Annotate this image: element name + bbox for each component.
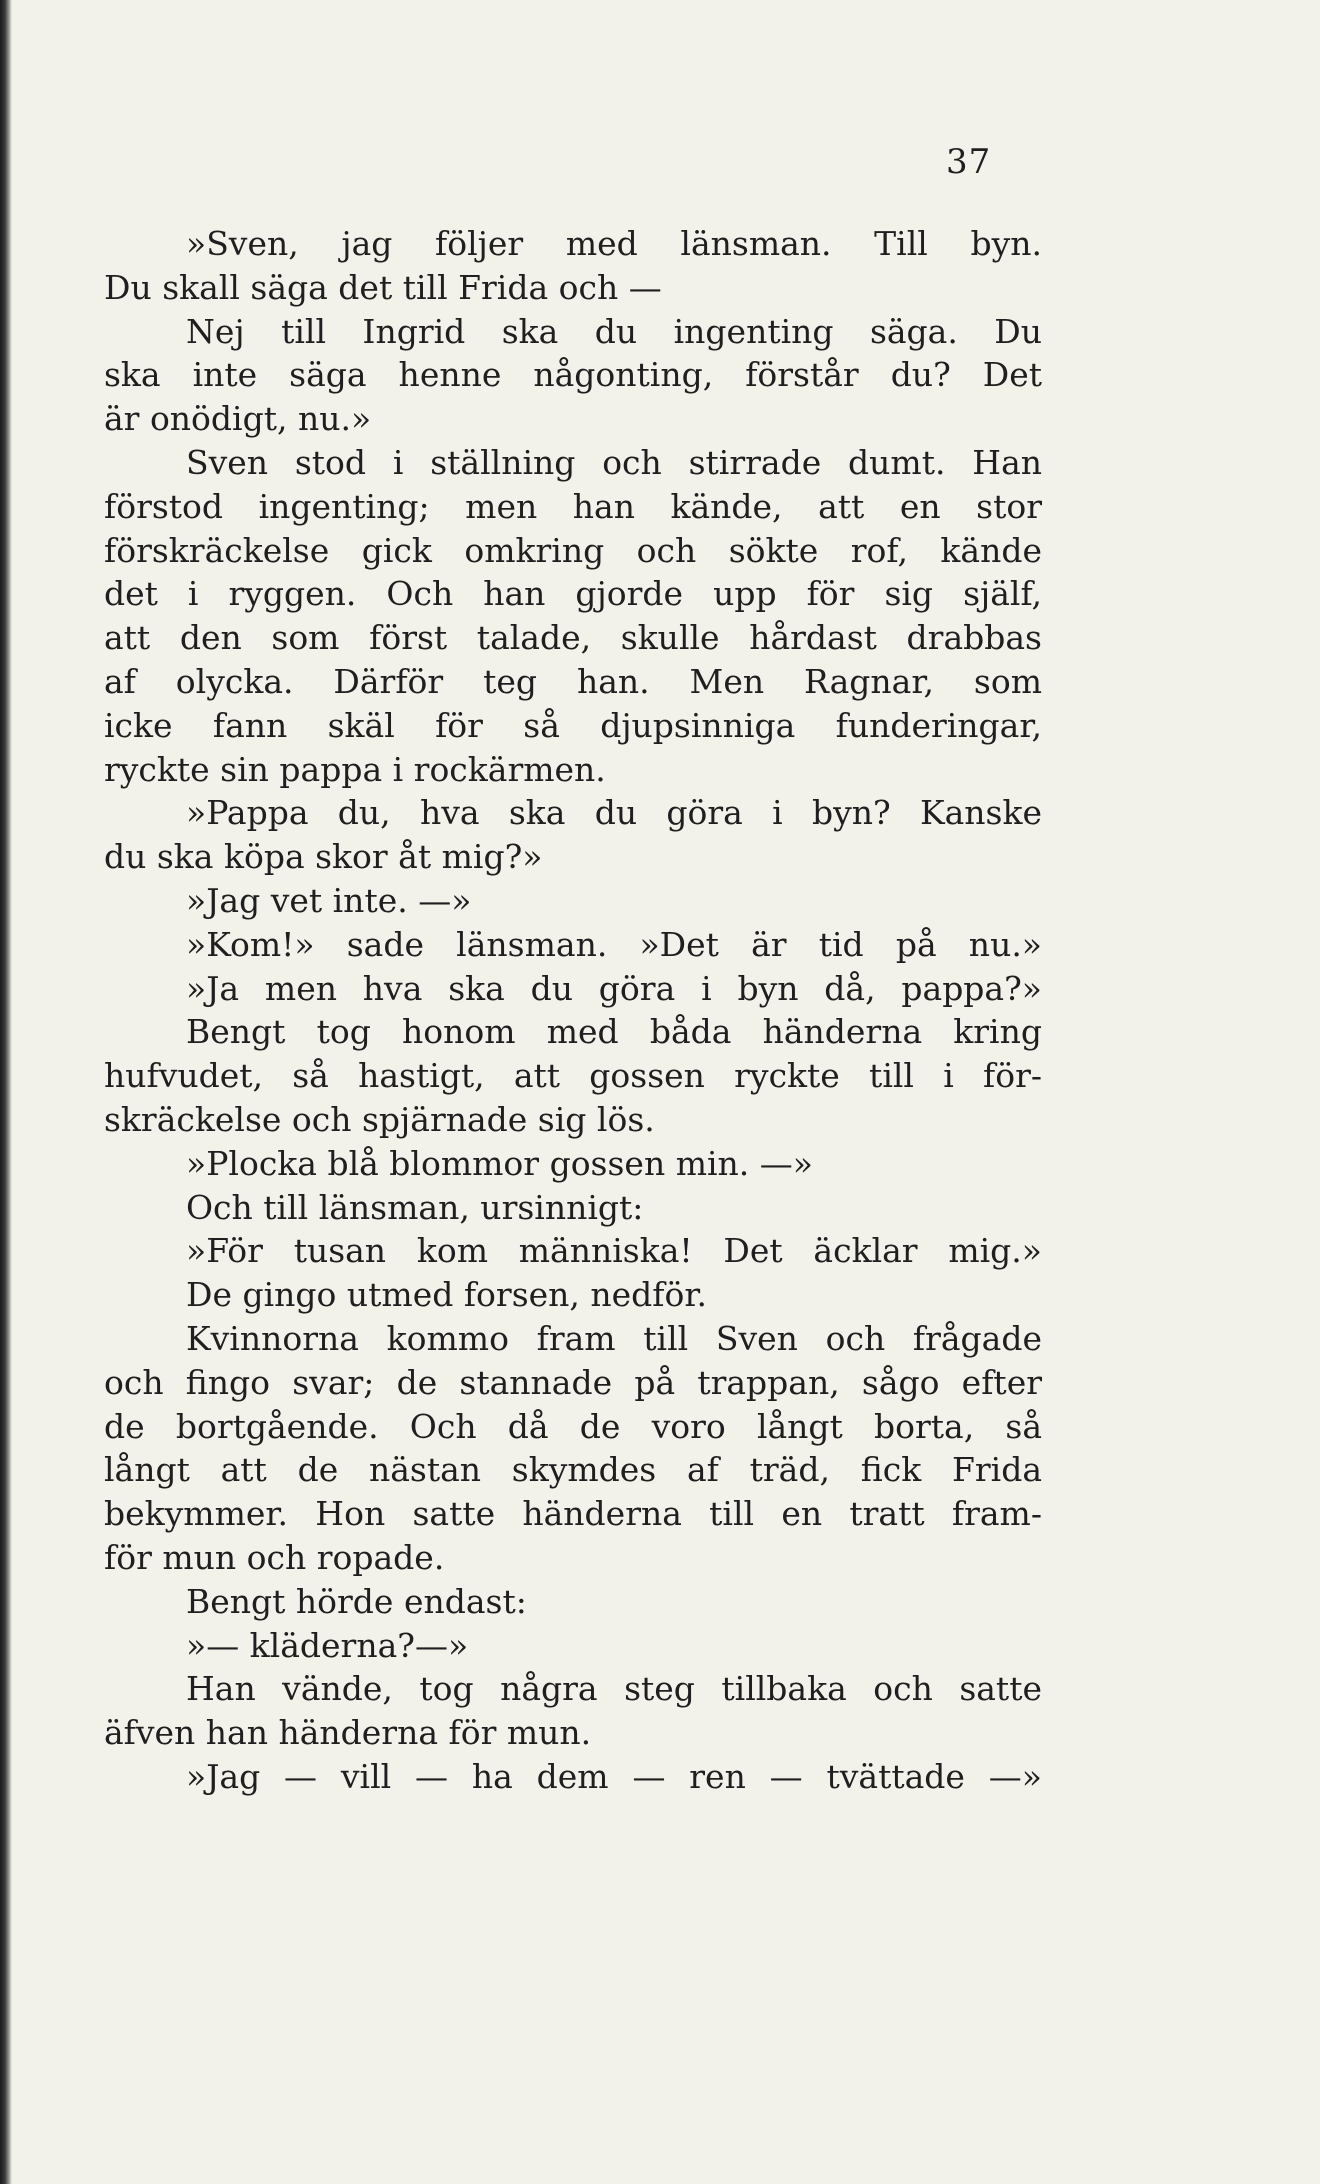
text-line: Kvinnorna kommo fram till Sven och frågade	[186, 1318, 1042, 1358]
text-line: Du skall säga det till Frida och —	[104, 267, 662, 307]
text-line: förstod ingenting; men han kände, att en stor	[104, 486, 1042, 526]
text-line: för mun och ropade.	[104, 1537, 445, 1577]
page-number: 37	[946, 142, 992, 182]
text-line: Och till länsman, ursinnigt:	[186, 1187, 644, 1227]
text-line: Bengt tog honom med båda händerna kring	[186, 1012, 1042, 1052]
text-line: är onödigt, nu.»	[104, 399, 372, 439]
text-line: du ska köpa skor åt mig?»	[104, 837, 543, 877]
book-spine-edge	[0, 0, 12, 2184]
text-line: ryckte sin pappa i rockärmen.	[104, 749, 606, 789]
text-line: af olycka. Därför teg han. Men Ragnar, som	[104, 661, 1042, 701]
text-line: Sven stod i ställning och stirrade dumt. Han	[186, 442, 1042, 482]
text-line: »Kom!» sade länsman. »Det är tid på nu.»	[186, 924, 1042, 964]
text-line: och fingo svar; de stannade på trappan, sågo efter	[104, 1362, 1042, 1402]
text-line: ska inte säga henne någonting, förstår du? Det	[104, 355, 1042, 395]
text-line: Han vände, tog några steg tillbaka och satte	[186, 1669, 1042, 1709]
text-line: att den som först talade, skulle hårdast drabbas	[104, 618, 1042, 658]
text-line: skräckelse och spjärnade sig lös.	[104, 1099, 655, 1139]
text-line: »För tusan kom människa! Det äcklar mig.»	[186, 1231, 1042, 1271]
page-text	[104, 222, 1042, 1799]
text-line: äfven han händerna för mun.	[104, 1713, 592, 1753]
text-line: »Sven, jag följer med länsman. Till byn.	[186, 224, 1042, 263]
text-line: de bortgående. Och då de voro långt borta, så	[104, 1406, 1042, 1446]
text-line: »Jag vet inte. —»	[186, 880, 472, 920]
text-line: hufvudet, så hastigt, att gossen ryckte till i för-	[104, 1056, 1042, 1096]
text-line: »— kläderna?—»	[186, 1625, 469, 1665]
text-line: bekymmer. Hon satte händerna till en tratt fram-	[104, 1494, 1042, 1534]
text-line: förskräckelse gick omkring och sökte rof, kände	[104, 530, 1042, 570]
text-line: »Plocka blå blommor gossen min. —»	[186, 1143, 813, 1183]
text-line: icke fann skäl för så djupsinniga funderingar,	[104, 705, 1042, 745]
text-line: De gingo utmed forsen, nedför.	[186, 1275, 708, 1315]
text-line: »Pappa du, hva ska du göra i byn? Kanske	[186, 793, 1042, 833]
text-line: Bengt hörde endast:	[186, 1581, 527, 1621]
text-line: »Jag — vill — ha dem — ren — tvättade —»	[186, 1756, 1042, 1796]
text-line: långt att de nästan skymdes af träd, fick Frida	[104, 1450, 1042, 1490]
text-line: »Ja men hva ska du göra i byn då, pappa?»	[186, 968, 1042, 1008]
text-line: det i ryggen. Och han gjorde upp för sig själf,	[104, 574, 1042, 614]
text-line: Nej till Ingrid ska du ingenting säga. Du	[186, 311, 1042, 351]
